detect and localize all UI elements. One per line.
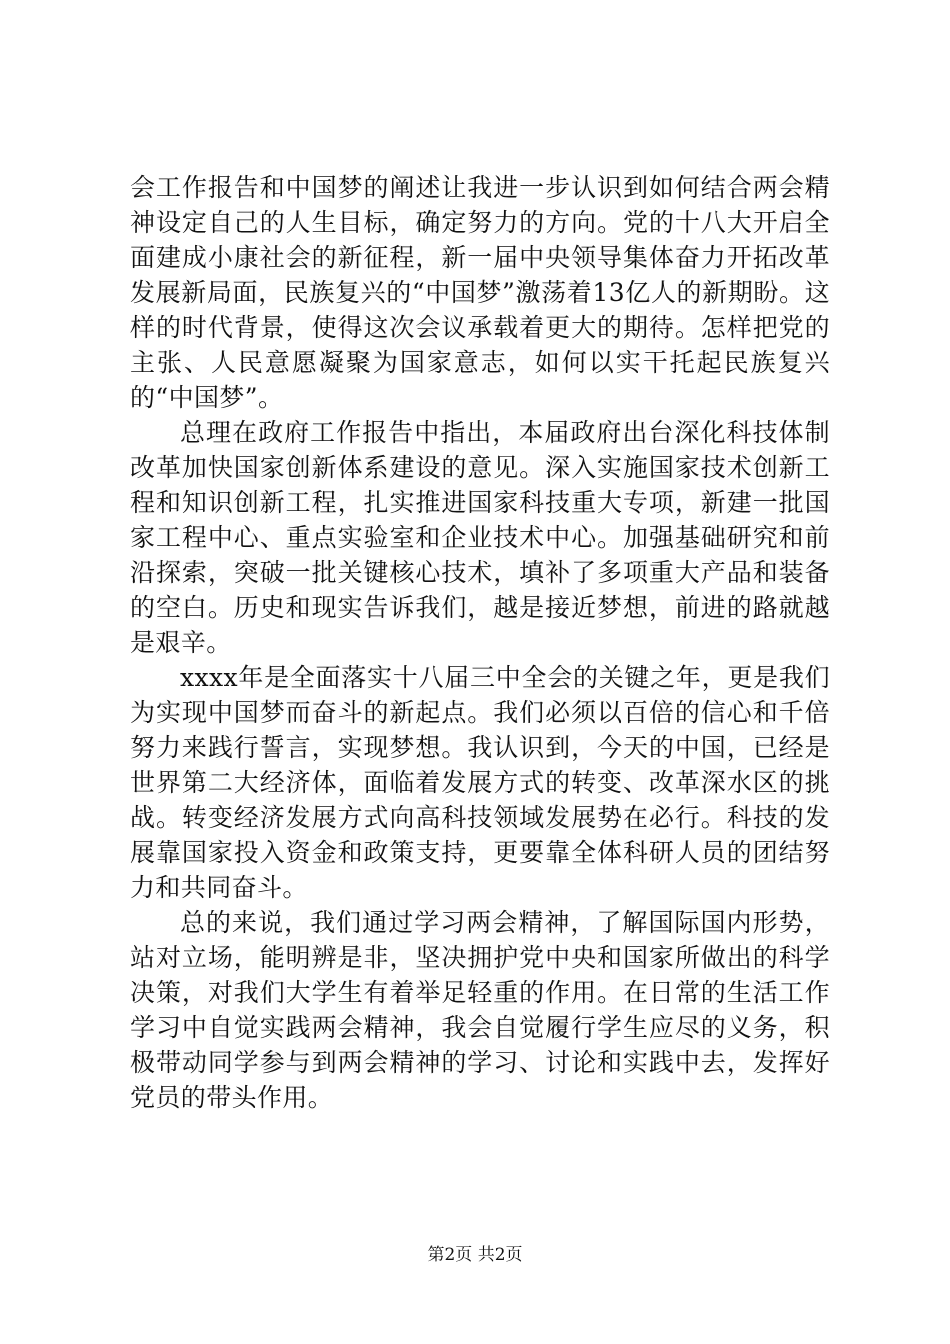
paragraph-2: 总理在政府工作报告中指出，本届政府出台深化科技体制改革加快国家创新体系建设的意见。深入实施国家技术创新工程和知识创新工程，扎实推进国家科技重大专项，新建一批国家工程中心、重点实验室和企业技术中心。加强基础研究和前沿探索，突破一批关键核心技术，填补了多项重大产品和装备的空白。历史和现实告诉我们，越是接近梦想，前进的路就越是艰辛。 xyxy=(130,418,830,657)
paragraph-4: 总的来说，我们通过学习两会精神，了解国际国内形势，站对立场，能明辨是非，坚决拥护党中央和国家所做出的科学决策，对我们大学生有着举足轻重的作用。在日常的生活工作学习中自觉实践两会精神，我会自觉履行学生应尽的义务，积极带动同学参与到两会精神的学习、讨论和实践中去，发挥好党员的带头作用。 xyxy=(130,908,830,1112)
page-number-footer: 第2页 共2页 xyxy=(427,1245,523,1265)
paragraph-3: xxxx年是全面落实十八届三中全会的关键之年，更是我们为实现中国梦而奋斗的新起点。我们必须以百倍的信心和千倍努力来践行誓言，实现梦想。我认识到，今天的中国，已经是世界第二大经济体，面临着发展方式的转变、改革深水区的挑战。转变经济发展方式向高科技领域发展势在必行。科技的发展靠国家投入资金和政策支持，更要靠全体科研人员的团结努力和共同奋斗。 xyxy=(130,663,830,902)
paragraph-1: 会工作报告和中国梦的阐述让我进一步认识到如何结合两会精神设定自己的人生目标，确定努力的方向。党的十八大开启全面建成小康社会的新征程，新一届中央领导集体奋力开拓改革发展新局面，民族复兴的“中国梦”激荡着13亿人的新期盼。这样的时代背景，使得这次会议承载着更大的期待。怎样把党的主张、人民意愿凝聚为国家意志，如何以实干托起民族复兴的“中国梦”。 xyxy=(130,173,830,412)
document-body xyxy=(130,170,830,1115)
